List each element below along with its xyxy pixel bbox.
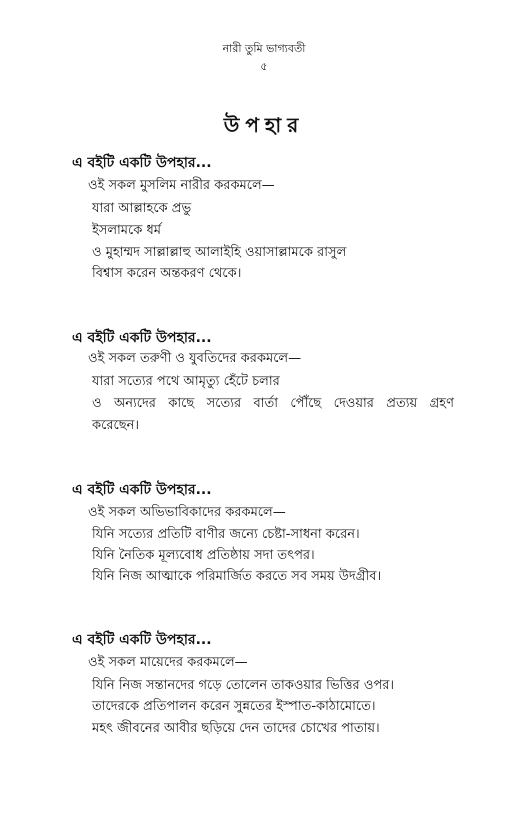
section-heading: এ বইটি একটি উপহার... (72, 482, 212, 498)
section-intro: ওই সকল মায়েদের করকমলে— (88, 655, 248, 670)
dedication-line: তাদেরকে প্রতিপালন করেন সুন্নতের ইস্পাত-কাঠামোতে। (92, 699, 376, 714)
dedication-line: মহৎ জীবনের আবীর ছড়িয়ে দেন তাদের চোখের পাতায়। (92, 721, 380, 736)
section-intro: ওই সকল তরুণী ও যুবতিদের করকমলে— (88, 351, 302, 366)
running-header: নারী তুমি ভাগ্যবতী (222, 42, 306, 55)
dedication-line: ও অন্যদের কাছে সত্যের বার্তা পৌঁছে দেওয়ার প্রত্যয় গ্রহণ (92, 396, 454, 411)
dedication-line: ইসলামকে ধর্ম (92, 223, 161, 238)
dedication-line: যিনি সত্যের প্রতিটি বাণীর জন্যে চেষ্টা-সাধনা করেন। (92, 527, 360, 542)
dedication-line: ও মুহাম্মদ সাল্লাল্লাহু আলাইহি ওয়াসাল্লামকে রাসুল (92, 245, 347, 260)
section-heading: এ বইটি একটি উপহার... (72, 632, 212, 648)
dedication-line: যিনি নিজ সন্তানদের গড়ে তোলেন তাকওয়ার ভিত্তির ওপর। (92, 678, 395, 693)
section-heading: এ বইটি একটি উপহার... (72, 155, 212, 171)
page-number: ৫ (260, 60, 268, 73)
page-title: উপহার (223, 113, 305, 137)
dedication-line: যারা আল্লাহকে প্রভু (92, 201, 192, 216)
section-intro: ওই সকল অভিভাবিকাদের করকমলে— (88, 505, 286, 520)
dedication-line: যারা সত্যের পথে আমৃত্যু হেঁটে চলার (92, 374, 280, 389)
section-intro: ওই সকল মুসলিম নারীর করকমলে— (88, 178, 275, 193)
dedication-line: যিনি নৈতিক মূল্যবোধ প্রতিষ্ঠায় সদা তৎপর। (92, 548, 315, 563)
dedication-line: করেছেন। (92, 418, 139, 433)
dedication-line: যিনি নিজ আত্মাকে পরিমার্জিত করতে সব সময় উদগ্রীব। (92, 569, 382, 584)
section-heading: এ বইটি একটি উপহার... (72, 330, 212, 346)
dedication-line: বিশ্বাস করেন অন্তকরণ থেকে। (92, 266, 242, 281)
